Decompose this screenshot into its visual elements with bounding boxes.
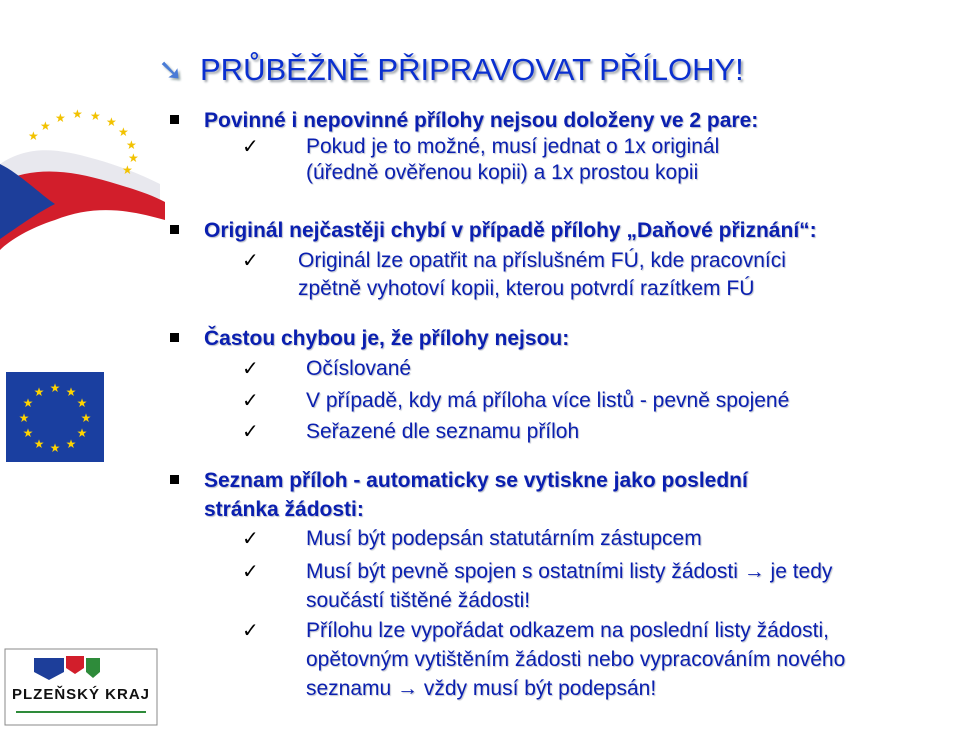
checkmark-icon: ✓ (242, 620, 259, 642)
checkmark-icon: ✓ (242, 250, 259, 272)
section-heading: Seznam příloh - automaticky se vytiskne jako poslední (204, 469, 748, 492)
svg-text:★: ★ (22, 426, 34, 440)
svg-text:★: ★ (49, 441, 61, 455)
svg-text:★: ★ (122, 163, 133, 177)
czech-flag-stars-graphic (0, 104, 165, 254)
list-item-line: (úředně ověřenou kopii) a 1x prostou kopii (306, 161, 699, 184)
checkmark-icon: ✓ (242, 528, 259, 550)
eu-flag-graphic (6, 372, 104, 462)
logo-text: PLZEŇSKÝ KRAJ (12, 686, 151, 703)
list-item-line: Pokud je to možné, musí jednat o 1x originál (306, 135, 720, 158)
section-heading: Povinné i nepovinné přílohy nejsou doloženy ve 2 pare: (204, 109, 759, 132)
section-heading: Originál nejčastěji chybí v případě přílohy „Daňové přiznání“: (204, 219, 817, 242)
slide-title: PRŮBĚŽNĚ PŘIPRAVOVAT PŘÍLOHY! (200, 52, 744, 87)
list-item-line: Očíslované (306, 357, 412, 380)
svg-text:★: ★ (65, 385, 77, 399)
svg-text:★: ★ (80, 411, 92, 425)
svg-text:★: ★ (65, 437, 77, 451)
checkmark-icon: ✓ (242, 358, 259, 380)
list-item-line: seznamu → vždy musí být podepsán! (306, 677, 657, 700)
checkmark-icon: ✓ (242, 390, 259, 412)
svg-text:★: ★ (106, 115, 117, 129)
list-item-line: opětovným vytištěním žádosti nebo vypracováním nového (306, 648, 846, 671)
svg-text:★: ★ (18, 411, 30, 425)
arrow-icon: ➘ (158, 53, 184, 87)
svg-text:★: ★ (28, 129, 39, 143)
svg-text:★: ★ (22, 396, 34, 410)
square-bullet-icon (170, 115, 179, 124)
list-item-line: součástí tištěné žádosti! (306, 589, 531, 612)
svg-text:★: ★ (76, 426, 88, 440)
list-item-line: Musí být podepsán statutárním zástupcem (306, 527, 702, 550)
svg-text:★: ★ (118, 125, 129, 139)
list-item-line: Originál lze opatřit na příslušném FÚ, kde pracovníci (298, 249, 786, 272)
square-bullet-icon (170, 225, 179, 234)
list-item-line: V případě, kdy má příloha více listů - pevně spojené (306, 389, 790, 412)
svg-text:★: ★ (72, 107, 83, 121)
section-heading: stránka žádosti: (204, 498, 364, 521)
svg-text:★: ★ (76, 396, 88, 410)
list-item-line: zpětně vyhotoví kopii, kterou potvrdí razítkem FÚ (298, 277, 755, 300)
checkmark-icon: ✓ (242, 136, 259, 158)
title-row (158, 52, 744, 88)
svg-text:★: ★ (126, 138, 137, 152)
svg-text:★: ★ (128, 151, 139, 165)
svg-text:★: ★ (33, 437, 45, 451)
checkmark-icon: ✓ (242, 421, 259, 443)
list-item-line: Musí být pevně spojen s ostatními listy žádosti → je tedy (306, 560, 833, 583)
svg-text:★: ★ (33, 385, 45, 399)
square-bullet-icon (170, 333, 179, 342)
square-bullet-icon (170, 475, 179, 484)
svg-text:★: ★ (40, 119, 51, 133)
list-item-line: Seřazené dle seznamu příloh (306, 420, 580, 443)
checkmark-icon: ✓ (242, 561, 259, 583)
svg-text:★: ★ (49, 381, 61, 395)
list-item-line: Přílohu lze vypořádat odkazem na poslední listy žádosti, (306, 619, 829, 642)
svg-text:★: ★ (55, 111, 66, 125)
section-heading: Častou chybou je, že přílohy nejsou: (204, 327, 570, 350)
svg-text:★: ★ (90, 109, 101, 123)
